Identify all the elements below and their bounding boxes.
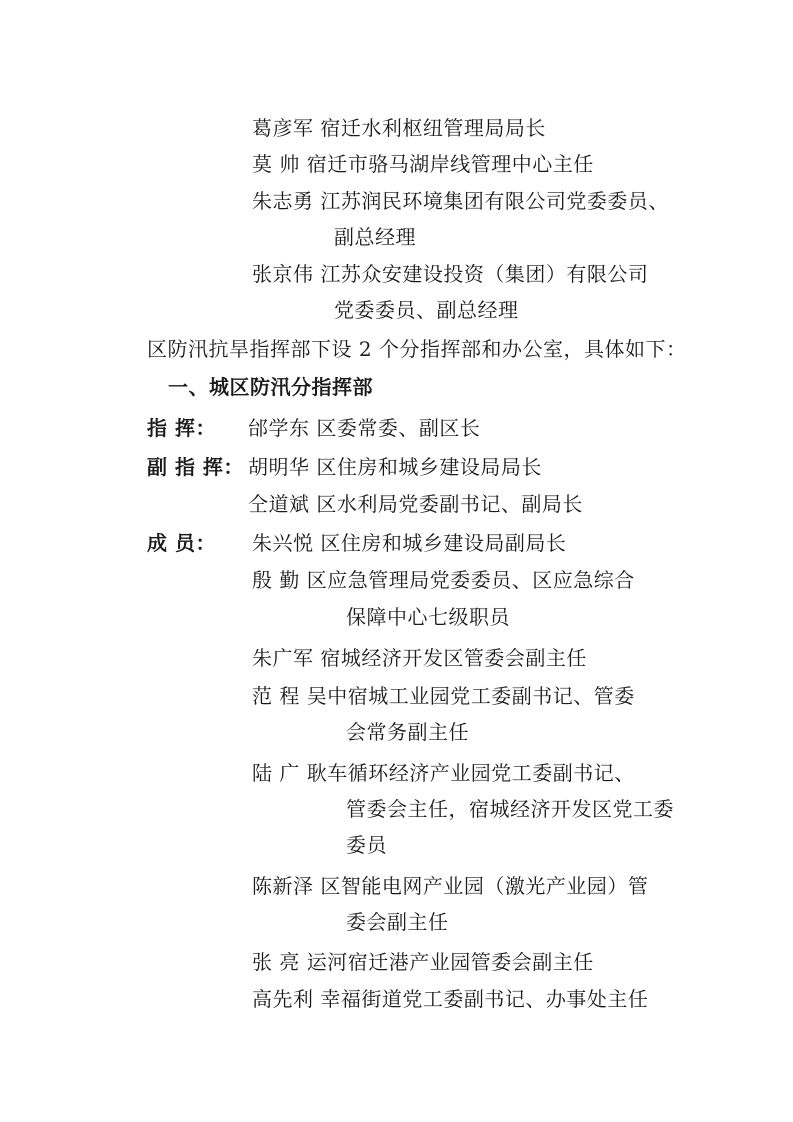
text-line-zhu-zhiyong: 朱志勇 江苏润民环境集团有限公司党委委员、	[252, 189, 669, 213]
text-line-zhang-jingwei: 张京伟 江苏众安建设投资（集团）有限公司	[252, 262, 649, 286]
text-line-member-1: 朱兴悦 区住房和城乡建设局副局长	[252, 531, 567, 555]
text-line-member-2-cont: 保障中心七级职员	[346, 605, 510, 629]
text-line-member-5-cont2: 委员	[346, 833, 387, 857]
text-line-member-8: 高先利 幸福街道党工委副书记、办事处主任	[252, 987, 649, 1011]
text-line-mo-shuai: 莫 帅 宿迁市骆马湖岸线管理中心主任	[252, 152, 594, 176]
members-label: 成 员：	[147, 531, 216, 555]
text-line-gaoyanjun: 葛彦军 宿迁水利枢纽管理局局长	[252, 116, 546, 140]
text-line-deputy-2: 仝道斌 区水利局党委副书记、副局长	[248, 492, 583, 516]
text-line-member-4-cont: 会常务副主任	[346, 720, 469, 744]
text-line-commander-entry: 邰学东 区委常委、副区长	[248, 416, 481, 440]
text-line-member-4: 范 程 吴中宿城工业园党工委副书记、管委	[252, 684, 635, 708]
text-line-intro: 区防汛抗旱指挥部下设 2 个分指挥部和办公室，具体如下：	[147, 337, 687, 361]
text-line-member-6-cont: 委会副主任	[346, 910, 449, 934]
commander-label: 指 挥：	[147, 416, 216, 440]
text-line-member-5: 陆 广 耿车循环经济产业园党工委副书记、	[252, 761, 635, 785]
text-line-member-2: 殷 勤 区应急管理局党委委员、区应急综合	[252, 568, 635, 592]
text-line-member-5-cont: 管委会主任，宿城经济开发区党工委	[346, 797, 674, 821]
text-line-member-3: 朱广军 宿城经济开发区管委会副主任	[252, 646, 587, 670]
text-line-zhang-jingwei-cont: 党委委员、副总经理	[334, 298, 519, 322]
text-line-deputy-1: 胡明华 区住房和城乡建设局局长	[248, 455, 542, 479]
text-line-member-6: 陈新泽 区智能电网产业园（激光产业园）管	[252, 874, 649, 898]
text-line-member-7: 张 亮 运河宿迁港产业园管委会副主任	[252, 950, 594, 974]
deputy-label: 副 指 挥：	[147, 455, 244, 479]
text-line-zhu-zhiyong-cont: 副总经理	[334, 225, 416, 249]
section-heading: 一、城区防汛分指挥部	[168, 375, 373, 399]
